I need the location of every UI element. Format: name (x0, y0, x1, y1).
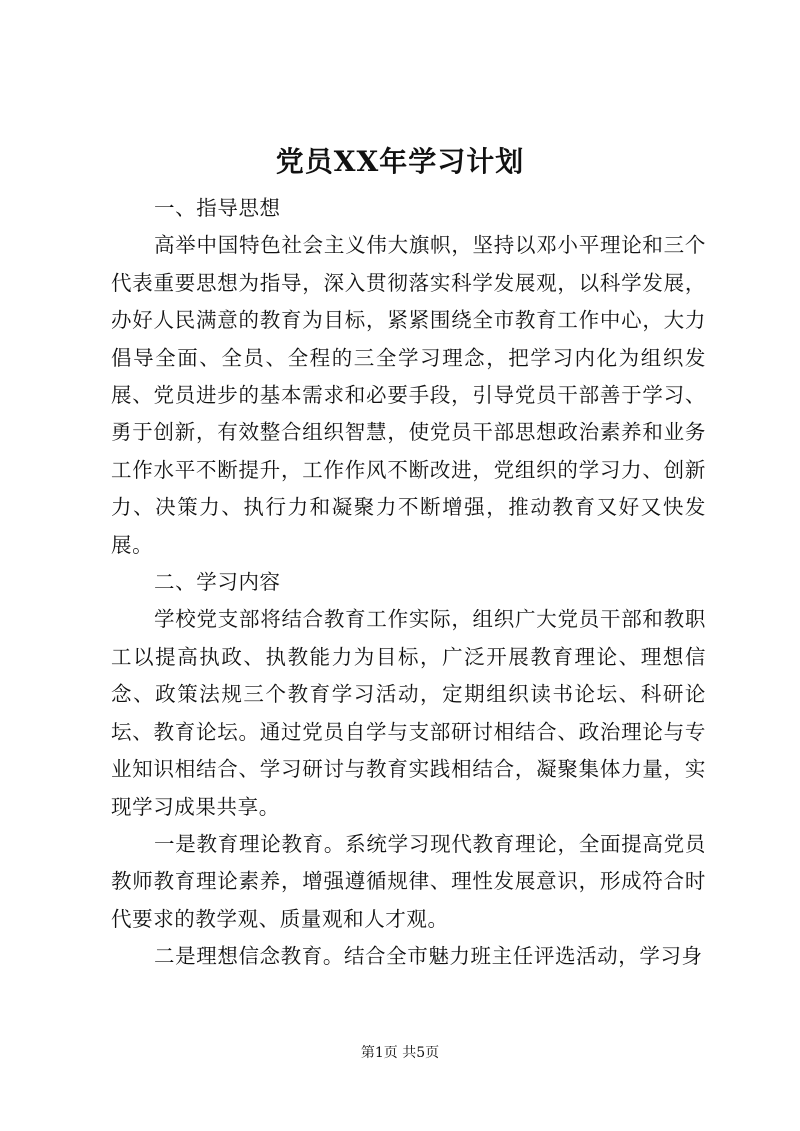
section-heading-guiding-ideology: 一、指导思想 (154, 196, 281, 220)
document-title: 党员XX年学习计划 (275, 145, 525, 178)
paragraph-theory-education: 一是教育理论教育。系统学习现代教育理论，全面提高党员教师教育理论素养，增强遵循规律、理性发展意识，形成符合时代要求的教学观、质量观和人才观。 (111, 831, 706, 931)
paragraph-guiding-ideology: 高举中国特色社会主义伟大旗帜，坚持以邓小平理论和三个代表重要思想为指导，深入贯彻落实科学发展观，以科学发展，办好人民满意的教育为目标，紧紧围绕全市教育工作中心，大力倡导全面、全员、全程的三全学习理念，把学习内化为组织发展、党员进步的基本需求和必要手段，引导党员干部善于学习、勇于创新，有效整合组织智慧，使党员干部思想政治素养和业务工作水平不断提升，工作作风不断改进，党组织的学习力、创新力、决策力、执行力和凝聚力不断增强，推动教育又好又快发展。 (111, 233, 706, 557)
section-heading-study-content: 二、学习内容 (154, 570, 281, 595)
document-body (111, 190, 706, 976)
paragraph-study-content: 学校党支部将结合教育工作实际，组织广大党员干部和教职工以提高执政、执教能力为目标，广泛开展教育理论、理想信念、政策法规三个教育学习活动，定期组织读书论坛、科研论坛、教育论坛。通过党员自学与支部研讨相结合、政治理论与专业知识相结合、学习研讨与教育实践相结合，凝聚集体力量，实现学习成果共享。 (111, 607, 706, 819)
paragraph-ideals-education: 二是理想信念教育。结合全市魅力班主任评选活动，学习身 (154, 944, 703, 969)
page-number-footer: 第1页 共5页 (360, 1045, 440, 1061)
